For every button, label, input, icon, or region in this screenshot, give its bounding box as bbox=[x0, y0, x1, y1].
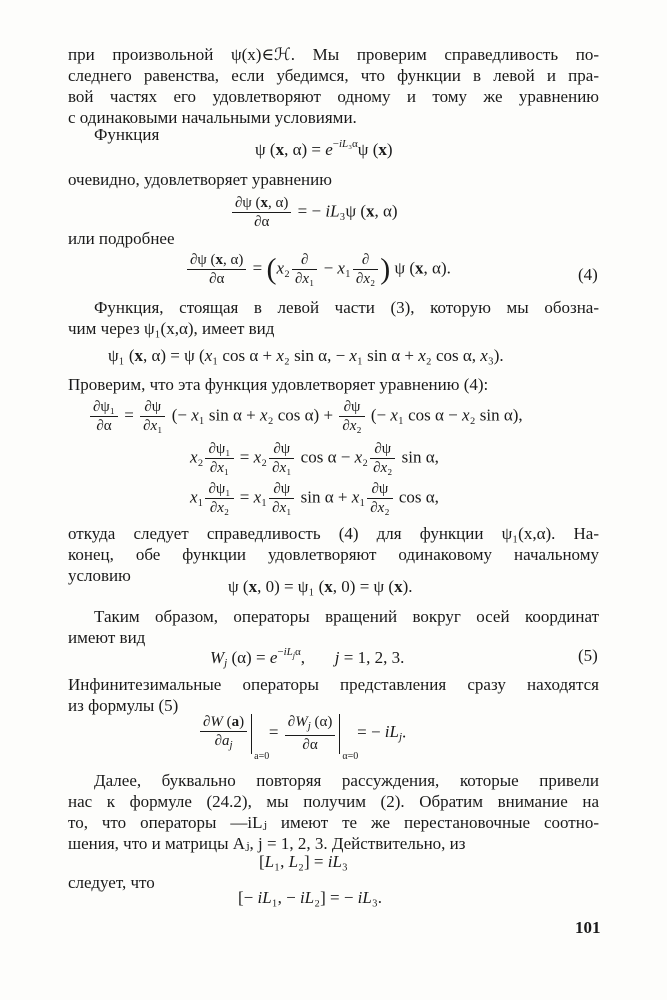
text-line: откуда следует справедливость (4) для функции ψ₁(x,α). На- bbox=[68, 524, 599, 543]
equation-label-5: (5) bbox=[578, 646, 598, 665]
text-funkciya: Функция bbox=[94, 125, 160, 144]
equation-commutator-1: [L₁, L₂] = iL₃ bbox=[259, 852, 348, 871]
paragraph-6 bbox=[68, 770, 599, 854]
paragraph-2 bbox=[68, 297, 599, 339]
paragraph-1 bbox=[68, 44, 599, 128]
equation-label-4: (4) bbox=[578, 265, 598, 284]
text-line: вой частях его удовлетворяют одному и тому же уравнению bbox=[68, 87, 599, 106]
text-line: из формулы (5) bbox=[68, 696, 179, 715]
equation-infinitesimal: $\frac{\partial W (a)}{\partial a_j}$ a=0 = $\frac{\partial W_j (\alpha)}{\partial\alpha}$ α=0 = − $iL_j$. bbox=[198, 713, 406, 754]
text-line: Далее, буквально повторяя рассуждения, которые привели bbox=[94, 771, 599, 790]
text-sleduet: следует, что bbox=[68, 873, 155, 892]
text-line: нас к формуле (24.2), мы получим (2). Обратим внимание на bbox=[68, 792, 599, 811]
equation-psi1: ψ₁ (x, α) = ψ (x₁ cos α + x₂ sin α, − x₁ sin α + x₂ cos α, x₃). bbox=[108, 346, 504, 365]
text-line: имеют вид bbox=[68, 628, 146, 647]
page-number: 101 bbox=[575, 918, 601, 937]
equation-initial-condition: ψ (x, 0) = ψ₁ (x, 0) = ψ (x). bbox=[228, 577, 413, 596]
text-line: Инфинитезимальные операторы представления сразу находятся bbox=[68, 675, 599, 694]
text-line: Функция, стоящая в левой части (3), которую мы обозна- bbox=[94, 298, 599, 317]
equation-4: $\frac{\partial\psi (x, \alpha)}{\partial\alpha}$ = (x₂ $\frac{\partial}{\text{∂x₁}}$ − x₁ $\frac{\partial}{\text{∂x₂}}$ ) ψ (x, α). bbox=[185, 251, 451, 288]
text-ili: или подробнее bbox=[68, 229, 175, 248]
text-line: шения, что и матрицы Aⱼ, j = 1, 2, 3. Действительно, из bbox=[68, 834, 466, 853]
equation-5: $W_j$ $(\alpha) = e^{-iL_j\alpha}$, j = 1, 2, 3. bbox=[210, 646, 405, 669]
equation-check-2: x₂ $\frac{\text{∂ψ₁}}{\text{∂x₁}}$ = x₂ $\frac{\partial\psi}{\text{∂x₁}}$ cos α − x₂ $\frac{\partial\psi}{\text{∂x₂}}$ sin α, bbox=[190, 441, 439, 476]
equation-psi-definition: ψ (x, $\alpha) = e^{-iL_3\alpha}\psi$ (x) bbox=[255, 138, 393, 159]
text-ochevidno: очевидно, удовлетворяет уравнению bbox=[68, 170, 332, 189]
text-line: чим через ψ₁(x,α), имеет вид bbox=[68, 319, 275, 338]
paragraph-4 bbox=[68, 606, 599, 648]
equation-check-1: $\frac{\text{∂ψ₁}}{\partial\alpha}$ = $\frac{\partial\psi}{\text{∂x₁}}$ (− x₁ sin α + x₂ cos α) + $\frac{\partial\psi}{\text{∂x₂}}$ (− x₁ cos α − x₂ sin α), bbox=[88, 398, 523, 435]
text-proverim: Проверим, что эта функция удовлетворяет уравнению (4): bbox=[68, 375, 489, 394]
text-line: условию bbox=[68, 566, 131, 585]
equation-commutator-2: [− iL₁, − iL₂] = − iL₃. bbox=[238, 888, 383, 907]
text-line: Таким образом, операторы вращений вокруг осей координат bbox=[94, 607, 599, 626]
text-line: следнего равенства, если убедимся, что функции в левой и пра- bbox=[68, 66, 599, 85]
equation-check-3: x₁ $\frac{\text{∂ψ₁}}{\text{∂x₂}}$ = x₁ $\frac{\partial\psi}{\text{∂x₁}}$ sin α + x₁ $\frac{\partial\psi}{\text{∂x₂}}$ cos α, bbox=[190, 481, 439, 516]
text-line: конец, обе функции удовлетворяют одинаковому начальному bbox=[68, 545, 599, 564]
text-line: с одинаковыми начальными условиями. bbox=[68, 108, 357, 127]
text-line: при произвольной ψ(x)∈ℋ. Мы проверим справедливость по- bbox=[68, 45, 599, 64]
text-line: то, что операторы —iLⱼ имеют те же перестановочные соотно- bbox=[68, 813, 599, 832]
equation-dpsi-dalpha: $\frac{\partial\psi (x, \alpha)}{\partial\alpha}$ = − iL₃ψ (x, α) bbox=[230, 194, 398, 231]
paragraph-5 bbox=[68, 674, 599, 716]
